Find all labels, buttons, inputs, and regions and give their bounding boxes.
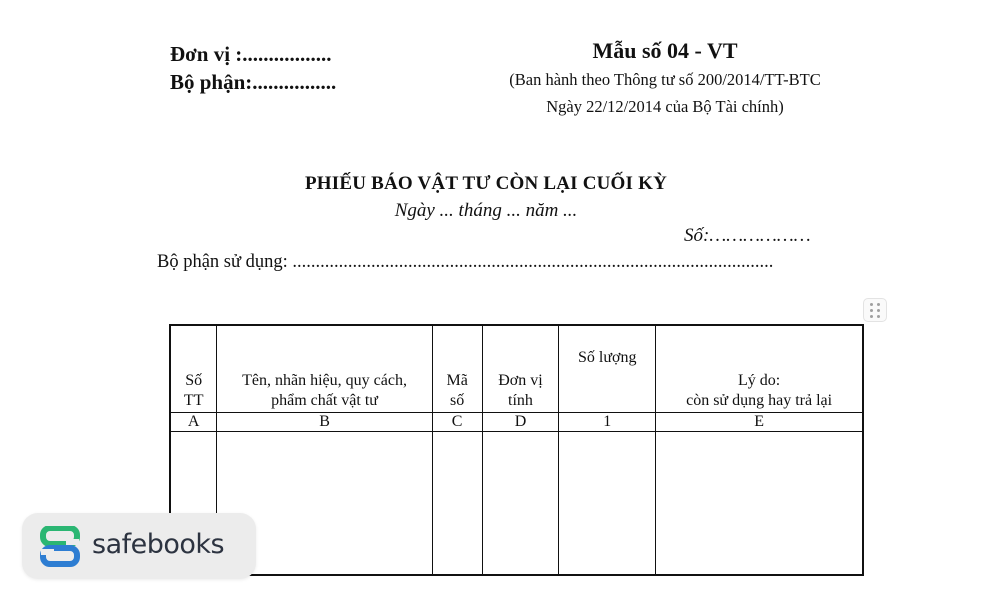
document-title: PHIẾU BÁO VẬT TƯ CÒN LẠI CUỐI KỲ [304, 173, 667, 194]
body-cell[interactable] [482, 432, 559, 576]
header-cell-stt: Số TT [170, 325, 217, 413]
materials-table [169, 324, 864, 576]
safebooks-watermark [22, 513, 256, 579]
header-cell-unit: Đơn vị tính [482, 325, 559, 413]
column-code: C [432, 413, 482, 432]
header-cell-reason: Lý do: còn sử dụng hay trả lại [656, 325, 863, 413]
safebooks-logo-icon [40, 526, 82, 568]
table-body-row [170, 432, 863, 576]
header-cell-quantity: Số lượng [559, 325, 656, 413]
column-code: D [482, 413, 559, 432]
grip-dots-icon [870, 303, 881, 318]
decree-line-1: (Ban hành theo Thông tư số 200/2014/TT-BTC [509, 70, 821, 89]
body-cell[interactable] [559, 432, 656, 576]
document-date: Ngày ... tháng ... năm ... [394, 200, 578, 221]
form-code: Mẫu số 04 - VT [592, 38, 738, 63]
body-cell[interactable] [656, 432, 863, 576]
unit-header [170, 40, 336, 96]
department-using: Bộ phận sử dụng: ........................................................................................................ [157, 252, 774, 272]
unit-label: Đơn vị :................. [170, 42, 332, 66]
column-code: 1 [559, 413, 656, 432]
table-header-row [170, 325, 863, 413]
column-code: E [656, 413, 863, 432]
table-drag-handle-icon[interactable] [863, 298, 887, 322]
brand-name: safebooks [92, 529, 225, 560]
column-code: B [217, 413, 432, 432]
column-code-row [170, 413, 863, 432]
header-cell-name: Tên, nhãn hiệu, quy cách, phẩm chất vật tư [217, 325, 432, 413]
column-code: A [170, 413, 217, 432]
decree-note [480, 66, 850, 120]
document-number: Số:……………… [684, 225, 811, 246]
department-label: Bộ phận:................ [170, 70, 337, 94]
body-cell[interactable] [432, 432, 482, 576]
header-cell-code: Mã số [432, 325, 482, 413]
decree-line-2: Ngày 22/12/2014 của Bộ Tài chính) [546, 97, 784, 116]
